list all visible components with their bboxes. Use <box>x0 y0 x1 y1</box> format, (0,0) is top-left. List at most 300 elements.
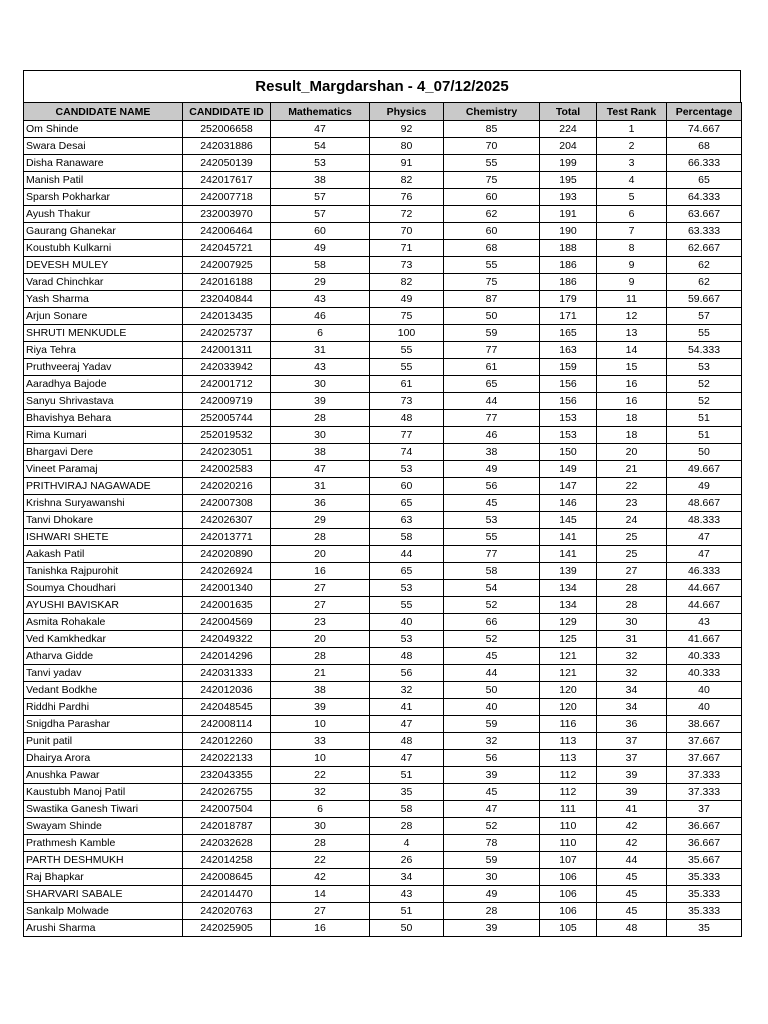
mathematics-cell[interactable]: 57 <box>271 189 370 206</box>
candidate-id-cell[interactable]: 242033942 <box>183 359 271 376</box>
mathematics-cell[interactable]: 20 <box>271 631 370 648</box>
chemistry-cell[interactable]: 55 <box>444 529 540 546</box>
physics-cell[interactable]: 53 <box>370 461 444 478</box>
candidate-name-cell[interactable]: Swastika Ganesh Tiwari <box>24 801 183 818</box>
percentage-cell[interactable]: 37 <box>667 801 742 818</box>
mathematics-cell[interactable]: 6 <box>271 801 370 818</box>
physics-cell[interactable]: 71 <box>370 240 444 257</box>
total-cell[interactable]: 125 <box>540 631 597 648</box>
chemistry-cell[interactable]: 39 <box>444 767 540 784</box>
candidate-id-cell[interactable]: 242020763 <box>183 903 271 920</box>
candidate-name-cell[interactable]: SHARVARI SABALE <box>24 886 183 903</box>
test-rank-cell[interactable]: 15 <box>597 359 667 376</box>
percentage-cell[interactable]: 37.667 <box>667 750 742 767</box>
chemistry-cell[interactable]: 50 <box>444 682 540 699</box>
test-rank-cell[interactable]: 1 <box>597 121 667 138</box>
percentage-cell[interactable]: 52 <box>667 393 742 410</box>
chemistry-cell[interactable]: 61 <box>444 359 540 376</box>
physics-cell[interactable]: 61 <box>370 376 444 393</box>
test-rank-cell[interactable]: 45 <box>597 886 667 903</box>
chemistry-cell[interactable]: 77 <box>444 342 540 359</box>
candidate-name-cell[interactable]: Snigdha Parashar <box>24 716 183 733</box>
physics-cell[interactable]: 32 <box>370 682 444 699</box>
candidate-name-cell[interactable]: Tanvi Dhokare <box>24 512 183 529</box>
mathematics-cell[interactable]: 43 <box>271 359 370 376</box>
candidate-id-cell[interactable]: 242020216 <box>183 478 271 495</box>
chemistry-cell[interactable]: 85 <box>444 121 540 138</box>
chemistry-cell[interactable]: 77 <box>444 546 540 563</box>
total-cell[interactable]: 149 <box>540 461 597 478</box>
chemistry-cell[interactable]: 47 <box>444 801 540 818</box>
test-rank-cell[interactable]: 2 <box>597 138 667 155</box>
total-cell[interactable]: 129 <box>540 614 597 631</box>
test-rank-cell[interactable]: 34 <box>597 699 667 716</box>
physics-cell[interactable]: 55 <box>370 597 444 614</box>
percentage-cell[interactable]: 63.333 <box>667 223 742 240</box>
test-rank-cell[interactable]: 27 <box>597 563 667 580</box>
mathematics-cell[interactable]: 57 <box>271 206 370 223</box>
test-rank-cell[interactable]: 20 <box>597 444 667 461</box>
mathematics-cell[interactable]: 10 <box>271 750 370 767</box>
candidate-name-cell[interactable]: PRITHVIRAJ NAGAWADE <box>24 478 183 495</box>
percentage-cell[interactable]: 51 <box>667 427 742 444</box>
percentage-cell[interactable]: 35.333 <box>667 869 742 886</box>
candidate-name-cell[interactable]: Anushka Pawar <box>24 767 183 784</box>
candidate-name-cell[interactable]: Krishna Suryawanshi <box>24 495 183 512</box>
candidate-name-cell[interactable]: SHRUTI MENKUDLE <box>24 325 183 342</box>
chemistry-cell[interactable]: 59 <box>444 716 540 733</box>
chemistry-cell[interactable]: 78 <box>444 835 540 852</box>
candidate-id-cell[interactable]: 242009719 <box>183 393 271 410</box>
percentage-cell[interactable]: 47 <box>667 529 742 546</box>
physics-cell[interactable]: 47 <box>370 750 444 767</box>
percentage-cell[interactable]: 35.667 <box>667 852 742 869</box>
total-cell[interactable]: 156 <box>540 376 597 393</box>
test-rank-cell[interactable]: 25 <box>597 529 667 546</box>
col-mathematics[interactable]: Mathematics <box>271 103 370 121</box>
mathematics-cell[interactable]: 28 <box>271 410 370 427</box>
total-cell[interactable]: 186 <box>540 274 597 291</box>
test-rank-cell[interactable]: 3 <box>597 155 667 172</box>
chemistry-cell[interactable]: 52 <box>444 597 540 614</box>
total-cell[interactable]: 147 <box>540 478 597 495</box>
candidate-id-cell[interactable]: 252019532 <box>183 427 271 444</box>
candidate-name-cell[interactable]: Tanishka Rajpurohit <box>24 563 183 580</box>
test-rank-cell[interactable]: 28 <box>597 580 667 597</box>
candidate-id-cell[interactable]: 242050139 <box>183 155 271 172</box>
total-cell[interactable]: 150 <box>540 444 597 461</box>
candidate-id-cell[interactable]: 242007504 <box>183 801 271 818</box>
mathematics-cell[interactable]: 42 <box>271 869 370 886</box>
test-rank-cell[interactable]: 42 <box>597 818 667 835</box>
physics-cell[interactable]: 51 <box>370 903 444 920</box>
test-rank-cell[interactable]: 32 <box>597 648 667 665</box>
physics-cell[interactable]: 34 <box>370 869 444 886</box>
candidate-name-cell[interactable]: Soumya Choudhari <box>24 580 183 597</box>
total-cell[interactable]: 121 <box>540 665 597 682</box>
candidate-name-cell[interactable]: Koustubh Kulkarni <box>24 240 183 257</box>
percentage-cell[interactable]: 49 <box>667 478 742 495</box>
candidate-id-cell[interactable]: 242026924 <box>183 563 271 580</box>
percentage-cell[interactable]: 62 <box>667 274 742 291</box>
total-cell[interactable]: 156 <box>540 393 597 410</box>
physics-cell[interactable]: 91 <box>370 155 444 172</box>
physics-cell[interactable]: 26 <box>370 852 444 869</box>
physics-cell[interactable]: 77 <box>370 427 444 444</box>
chemistry-cell[interactable]: 44 <box>444 393 540 410</box>
test-rank-cell[interactable]: 31 <box>597 631 667 648</box>
candidate-name-cell[interactable]: Aakash Patil <box>24 546 183 563</box>
chemistry-cell[interactable]: 56 <box>444 478 540 495</box>
physics-cell[interactable]: 55 <box>370 342 444 359</box>
percentage-cell[interactable]: 40 <box>667 682 742 699</box>
col-candidate-id[interactable]: CANDIDATE ID <box>183 103 271 121</box>
candidate-name-cell[interactable]: Ved Kamkhedkar <box>24 631 183 648</box>
chemistry-cell[interactable]: 62 <box>444 206 540 223</box>
mathematics-cell[interactable]: 30 <box>271 427 370 444</box>
percentage-cell[interactable]: 35 <box>667 920 742 937</box>
physics-cell[interactable]: 28 <box>370 818 444 835</box>
total-cell[interactable]: 146 <box>540 495 597 512</box>
physics-cell[interactable]: 60 <box>370 478 444 495</box>
test-rank-cell[interactable]: 39 <box>597 767 667 784</box>
physics-cell[interactable]: 58 <box>370 801 444 818</box>
candidate-name-cell[interactable]: Swara Desai <box>24 138 183 155</box>
chemistry-cell[interactable]: 68 <box>444 240 540 257</box>
percentage-cell[interactable]: 68 <box>667 138 742 155</box>
test-rank-cell[interactable]: 16 <box>597 393 667 410</box>
candidate-name-cell[interactable]: PARTH DESHMUKH <box>24 852 183 869</box>
test-rank-cell[interactable]: 41 <box>597 801 667 818</box>
candidate-name-cell[interactable]: Arushi Sharma <box>24 920 183 937</box>
mathematics-cell[interactable]: 29 <box>271 274 370 291</box>
candidate-id-cell[interactable]: 242023051 <box>183 444 271 461</box>
total-cell[interactable]: 110 <box>540 818 597 835</box>
total-cell[interactable]: 116 <box>540 716 597 733</box>
physics-cell[interactable]: 41 <box>370 699 444 716</box>
percentage-cell[interactable]: 37.667 <box>667 733 742 750</box>
total-cell[interactable]: 121 <box>540 648 597 665</box>
candidate-name-cell[interactable]: Sparsh Pokharkar <box>24 189 183 206</box>
percentage-cell[interactable]: 44.667 <box>667 597 742 614</box>
total-cell[interactable]: 141 <box>540 546 597 563</box>
col-test-rank[interactable]: Test Rank <box>597 103 667 121</box>
physics-cell[interactable]: 58 <box>370 529 444 546</box>
mathematics-cell[interactable]: 28 <box>271 835 370 852</box>
percentage-cell[interactable]: 36.667 <box>667 818 742 835</box>
candidate-id-cell[interactable]: 242045721 <box>183 240 271 257</box>
total-cell[interactable]: 110 <box>540 835 597 852</box>
mathematics-cell[interactable]: 28 <box>271 648 370 665</box>
test-rank-cell[interactable]: 37 <box>597 750 667 767</box>
test-rank-cell[interactable]: 36 <box>597 716 667 733</box>
physics-cell[interactable]: 44 <box>370 546 444 563</box>
physics-cell[interactable]: 65 <box>370 495 444 512</box>
candidate-name-cell[interactable]: Kaustubh Manoj Patil <box>24 784 183 801</box>
mathematics-cell[interactable]: 33 <box>271 733 370 750</box>
physics-cell[interactable]: 72 <box>370 206 444 223</box>
total-cell[interactable]: 204 <box>540 138 597 155</box>
candidate-id-cell[interactable]: 242014296 <box>183 648 271 665</box>
mathematics-cell[interactable]: 53 <box>271 155 370 172</box>
total-cell[interactable]: 199 <box>540 155 597 172</box>
chemistry-cell[interactable]: 54 <box>444 580 540 597</box>
candidate-name-cell[interactable]: Raj Bhapkar <box>24 869 183 886</box>
candidate-name-cell[interactable]: Sanyu Shrivastava <box>24 393 183 410</box>
percentage-cell[interactable]: 40.333 <box>667 648 742 665</box>
test-rank-cell[interactable]: 22 <box>597 478 667 495</box>
mathematics-cell[interactable]: 22 <box>271 767 370 784</box>
physics-cell[interactable]: 50 <box>370 920 444 937</box>
percentage-cell[interactable]: 66.333 <box>667 155 742 172</box>
candidate-name-cell[interactable]: Arjun Sonare <box>24 308 183 325</box>
candidate-name-cell[interactable]: Rima Kumari <box>24 427 183 444</box>
percentage-cell[interactable]: 54.333 <box>667 342 742 359</box>
candidate-name-cell[interactable]: Riddhi Pardhi <box>24 699 183 716</box>
candidate-id-cell[interactable]: 252005744 <box>183 410 271 427</box>
candidate-name-cell[interactable]: Riya Tehra <box>24 342 183 359</box>
physics-cell[interactable]: 74 <box>370 444 444 461</box>
candidate-id-cell[interactable]: 242013435 <box>183 308 271 325</box>
total-cell[interactable]: 179 <box>540 291 597 308</box>
candidate-id-cell[interactable]: 242032628 <box>183 835 271 852</box>
chemistry-cell[interactable]: 60 <box>444 189 540 206</box>
candidate-id-cell[interactable]: 242014470 <box>183 886 271 903</box>
percentage-cell[interactable]: 62 <box>667 257 742 274</box>
candidate-name-cell[interactable]: Yash Sharma <box>24 291 183 308</box>
physics-cell[interactable]: 48 <box>370 733 444 750</box>
physics-cell[interactable]: 43 <box>370 886 444 903</box>
chemistry-cell[interactable]: 65 <box>444 376 540 393</box>
total-cell[interactable]: 139 <box>540 563 597 580</box>
candidate-name-cell[interactable]: Ayush Thakur <box>24 206 183 223</box>
chemistry-cell[interactable]: 50 <box>444 308 540 325</box>
physics-cell[interactable]: 76 <box>370 189 444 206</box>
physics-cell[interactable]: 80 <box>370 138 444 155</box>
chemistry-cell[interactable]: 40 <box>444 699 540 716</box>
percentage-cell[interactable]: 40 <box>667 699 742 716</box>
test-rank-cell[interactable]: 9 <box>597 274 667 291</box>
physics-cell[interactable]: 100 <box>370 325 444 342</box>
chemistry-cell[interactable]: 77 <box>444 410 540 427</box>
mathematics-cell[interactable]: 10 <box>271 716 370 733</box>
total-cell[interactable]: 190 <box>540 223 597 240</box>
candidate-name-cell[interactable]: Vineet Paramaj <box>24 461 183 478</box>
chemistry-cell[interactable]: 39 <box>444 920 540 937</box>
chemistry-cell[interactable]: 75 <box>444 172 540 189</box>
test-rank-cell[interactable]: 37 <box>597 733 667 750</box>
test-rank-cell[interactable]: 9 <box>597 257 667 274</box>
mathematics-cell[interactable]: 21 <box>271 665 370 682</box>
chemistry-cell[interactable]: 59 <box>444 325 540 342</box>
mathematics-cell[interactable]: 38 <box>271 682 370 699</box>
physics-cell[interactable]: 92 <box>370 121 444 138</box>
test-rank-cell[interactable]: 48 <box>597 920 667 937</box>
total-cell[interactable]: 193 <box>540 189 597 206</box>
mathematics-cell[interactable]: 31 <box>271 478 370 495</box>
candidate-id-cell[interactable]: 232043355 <box>183 767 271 784</box>
candidate-id-cell[interactable]: 242007925 <box>183 257 271 274</box>
chemistry-cell[interactable]: 44 <box>444 665 540 682</box>
percentage-cell[interactable]: 50 <box>667 444 742 461</box>
test-rank-cell[interactable]: 14 <box>597 342 667 359</box>
candidate-id-cell[interactable]: 242016188 <box>183 274 271 291</box>
physics-cell[interactable]: 40 <box>370 614 444 631</box>
percentage-cell[interactable]: 48.667 <box>667 495 742 512</box>
candidate-id-cell[interactable]: 242031333 <box>183 665 271 682</box>
total-cell[interactable]: 120 <box>540 699 597 716</box>
test-rank-cell[interactable]: 28 <box>597 597 667 614</box>
total-cell[interactable]: 195 <box>540 172 597 189</box>
test-rank-cell[interactable]: 8 <box>597 240 667 257</box>
mathematics-cell[interactable]: 47 <box>271 461 370 478</box>
total-cell[interactable]: 112 <box>540 784 597 801</box>
percentage-cell[interactable]: 36.667 <box>667 835 742 852</box>
mathematics-cell[interactable]: 14 <box>271 886 370 903</box>
candidate-id-cell[interactable]: 242001340 <box>183 580 271 597</box>
mathematics-cell[interactable]: 28 <box>271 529 370 546</box>
candidate-id-cell[interactable]: 242001712 <box>183 376 271 393</box>
candidate-id-cell[interactable]: 242008114 <box>183 716 271 733</box>
chemistry-cell[interactable]: 28 <box>444 903 540 920</box>
physics-cell[interactable]: 63 <box>370 512 444 529</box>
total-cell[interactable]: 106 <box>540 886 597 903</box>
chemistry-cell[interactable]: 60 <box>444 223 540 240</box>
total-cell[interactable]: 111 <box>540 801 597 818</box>
test-rank-cell[interactable]: 32 <box>597 665 667 682</box>
col-total[interactable]: Total <box>540 103 597 121</box>
chemistry-cell[interactable]: 52 <box>444 631 540 648</box>
test-rank-cell[interactable]: 23 <box>597 495 667 512</box>
mathematics-cell[interactable]: 58 <box>271 257 370 274</box>
mathematics-cell[interactable]: 60 <box>271 223 370 240</box>
chemistry-cell[interactable]: 53 <box>444 512 540 529</box>
mathematics-cell[interactable]: 46 <box>271 308 370 325</box>
chemistry-cell[interactable]: 45 <box>444 495 540 512</box>
test-rank-cell[interactable]: 16 <box>597 376 667 393</box>
mathematics-cell[interactable]: 39 <box>271 699 370 716</box>
test-rank-cell[interactable]: 6 <box>597 206 667 223</box>
total-cell[interactable]: 163 <box>540 342 597 359</box>
col-candidate-name[interactable]: CANDIDATE NAME <box>24 103 183 121</box>
candidate-name-cell[interactable]: DEVESH MULEY <box>24 257 183 274</box>
test-rank-cell[interactable]: 39 <box>597 784 667 801</box>
total-cell[interactable]: 141 <box>540 529 597 546</box>
physics-cell[interactable]: 48 <box>370 648 444 665</box>
mathematics-cell[interactable]: 23 <box>271 614 370 631</box>
candidate-id-cell[interactable]: 242026755 <box>183 784 271 801</box>
percentage-cell[interactable]: 62.667 <box>667 240 742 257</box>
percentage-cell[interactable]: 41.667 <box>667 631 742 648</box>
percentage-cell[interactable]: 51 <box>667 410 742 427</box>
candidate-name-cell[interactable]: Varad Chinchkar <box>24 274 183 291</box>
mathematics-cell[interactable]: 54 <box>271 138 370 155</box>
candidate-id-cell[interactable]: 242012260 <box>183 733 271 750</box>
candidate-name-cell[interactable]: Disha Ranaware <box>24 155 183 172</box>
percentage-cell[interactable]: 64.333 <box>667 189 742 206</box>
total-cell[interactable]: 106 <box>540 869 597 886</box>
total-cell[interactable]: 153 <box>540 410 597 427</box>
test-rank-cell[interactable]: 25 <box>597 546 667 563</box>
chemistry-cell[interactable]: 45 <box>444 648 540 665</box>
candidate-id-cell[interactable]: 242013771 <box>183 529 271 546</box>
mathematics-cell[interactable]: 32 <box>271 784 370 801</box>
candidate-id-cell[interactable]: 242022133 <box>183 750 271 767</box>
test-rank-cell[interactable]: 7 <box>597 223 667 240</box>
chemistry-cell[interactable]: 66 <box>444 614 540 631</box>
percentage-cell[interactable]: 40.333 <box>667 665 742 682</box>
percentage-cell[interactable]: 49.667 <box>667 461 742 478</box>
mathematics-cell[interactable]: 27 <box>271 580 370 597</box>
candidate-name-cell[interactable]: Atharva Gidde <box>24 648 183 665</box>
physics-cell[interactable]: 75 <box>370 308 444 325</box>
mathematics-cell[interactable]: 30 <box>271 376 370 393</box>
test-rank-cell[interactable]: 30 <box>597 614 667 631</box>
chemistry-cell[interactable]: 59 <box>444 852 540 869</box>
candidate-id-cell[interactable]: 242008645 <box>183 869 271 886</box>
mathematics-cell[interactable]: 27 <box>271 597 370 614</box>
candidate-id-cell[interactable]: 242001635 <box>183 597 271 614</box>
total-cell[interactable]: 134 <box>540 580 597 597</box>
test-rank-cell[interactable]: 18 <box>597 427 667 444</box>
percentage-cell[interactable]: 53 <box>667 359 742 376</box>
candidate-id-cell[interactable]: 242026307 <box>183 512 271 529</box>
candidate-id-cell[interactable]: 242007308 <box>183 495 271 512</box>
total-cell[interactable]: 159 <box>540 359 597 376</box>
test-rank-cell[interactable]: 45 <box>597 869 667 886</box>
candidate-id-cell[interactable]: 242031886 <box>183 138 271 155</box>
candidate-name-cell[interactable]: AYUSHI BAVISKAR <box>24 597 183 614</box>
candidate-id-cell[interactable]: 242025737 <box>183 325 271 342</box>
total-cell[interactable]: 105 <box>540 920 597 937</box>
mathematics-cell[interactable]: 30 <box>271 818 370 835</box>
candidate-name-cell[interactable]: Om Shinde <box>24 121 183 138</box>
candidate-id-cell[interactable]: 242020890 <box>183 546 271 563</box>
candidate-name-cell[interactable]: Aaradhya Bajode <box>24 376 183 393</box>
mathematics-cell[interactable]: 38 <box>271 444 370 461</box>
total-cell[interactable]: 145 <box>540 512 597 529</box>
candidate-name-cell[interactable]: Bhargavi Dere <box>24 444 183 461</box>
chemistry-cell[interactable]: 46 <box>444 427 540 444</box>
mathematics-cell[interactable]: 20 <box>271 546 370 563</box>
physics-cell[interactable]: 51 <box>370 767 444 784</box>
candidate-id-cell[interactable]: 242006464 <box>183 223 271 240</box>
chemistry-cell[interactable]: 49 <box>444 886 540 903</box>
candidate-name-cell[interactable]: Asmita Rohakale <box>24 614 183 631</box>
physics-cell[interactable]: 53 <box>370 631 444 648</box>
candidate-name-cell[interactable]: ISHWARI SHETE <box>24 529 183 546</box>
physics-cell[interactable]: 47 <box>370 716 444 733</box>
col-percentage[interactable]: Percentage <box>667 103 742 121</box>
candidate-id-cell[interactable]: 242004569 <box>183 614 271 631</box>
mathematics-cell[interactable]: 27 <box>271 903 370 920</box>
candidate-name-cell[interactable]: Prathmesh Kamble <box>24 835 183 852</box>
percentage-cell[interactable]: 38.667 <box>667 716 742 733</box>
candidate-name-cell[interactable]: Pruthveeraj Yadav <box>24 359 183 376</box>
physics-cell[interactable]: 73 <box>370 257 444 274</box>
physics-cell[interactable]: 65 <box>370 563 444 580</box>
candidate-id-cell[interactable]: 242025905 <box>183 920 271 937</box>
physics-cell[interactable]: 53 <box>370 580 444 597</box>
total-cell[interactable]: 107 <box>540 852 597 869</box>
candidate-name-cell[interactable]: Sankalp Molwade <box>24 903 183 920</box>
percentage-cell[interactable]: 35.333 <box>667 903 742 920</box>
mathematics-cell[interactable]: 39 <box>271 393 370 410</box>
test-rank-cell[interactable]: 45 <box>597 903 667 920</box>
mathematics-cell[interactable]: 47 <box>271 121 370 138</box>
physics-cell[interactable]: 73 <box>370 393 444 410</box>
test-rank-cell[interactable]: 12 <box>597 308 667 325</box>
